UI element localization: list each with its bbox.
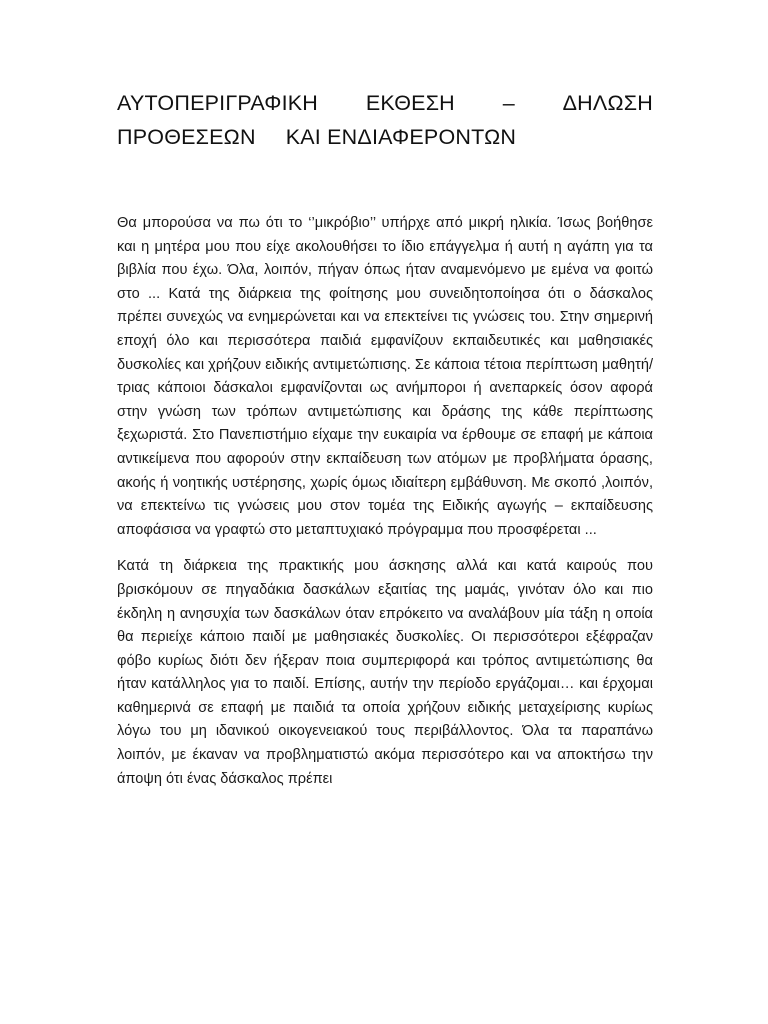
- title-dash: –: [502, 91, 515, 115]
- title-word: ΚΑΙ ΕΝΔΙΑΦΕΡΟΝΤΩΝ: [285, 125, 517, 149]
- title-word: ΑΥΤΟΠΕΡΙΓΡΑΦΙΚΗ: [117, 91, 319, 115]
- title-word: ΕΚΘΕΣΗ: [365, 91, 455, 115]
- title-line-2: [117, 120, 653, 154]
- paragraph-1: Θα μπορούσα να πω ότι το ‘’μικρόβιο’’ υπήρχε από μικρή ηλικία. Ίσως βοήθησε και η μητέρα μου που είχε ακολουθήσει το ίδιο επάγγελμα ή αυτή η αγάπη για τα βιβλία που έχω. Όλα, λοιπόν, πήγαν όπως ήταν αναμενόμενο με εμένα να φοιτώ στο ... Κατά της διάρκεια της φοίτησης μου συνειδητοποίησα ότι ο δάσκαλος πρέπει συνεχώς να ενημερώνεται και να επεκτείνει τις γνώσεις του. Στην σημερινή εποχή όλο και περισσότερα παιδιά εμφανίζουν εκπαιδευτικές και μαθησιακές δυσκολίες και χρήζουν ειδικής αντιμετώπισης. Σε κάποια τέτοια περίπτωση μαθητή/τριας κάποιοι δάσκαλοι εμφανίζονται ως ανήμποροι ή ανεπαρκείς όσον αφορά στην γνώση των τρόπων αντιμετώπισης και δράσης της κάθε περίπτωσης ξεχωριστά. Στο Πανεπιστήμιο είχαμε την ευκαιρία να έρθουμε σε επαφή με κάποια αντικείμενα που αφορούν στην εκπαίδευση των ατόμων με προβλήματα όρασης, ακοής ή νοητικής υστέρησης, χωρίς όμως ιδιαίτερη εμβάθυνση. Με σκοπό ,λοιπόν, να επεκτείνω τις γνώσεις μου στον τομέα της Ειδικής αγωγής – εκπαίδευσης αποφάσισα να γραφτώ στο μεταπτυχιακό πρόγραμμα που προσφέρεται ...: [117, 215, 653, 538]
- paragraph-2: Κατά τη διάρκεια της πρακτικής μου άσκησης αλλά και κατά καιρούς που βρισκόμουν σε πηγαδάκια δασκάλων εξαιτίας της μαμάς, γινόταν όλο και πιο έκδηλη η ανησυχία των δασκάλων όταν επρόκειτο να αναλάβουν μία τάξη η οποία θα περιείχε κάποιο παιδί με μαθησιακές δυσκολίες. Οι περισσότεροι εξέφραζαν φόβο κυρίως διότι δεν ήξεραν ποια συμπεριφορά και τρόπος αντιμετώπισης θα ήταν κατάλληλος για το παιδί. Επίσης, αυτήν την περίοδο εργάζομαι… και έρχομαι καθημερινά σε επαφή με παιδιά τα οποία χρήζουν ειδικής μεταχείρισης κυρίως λόγω του μη ιδανικού οικογενειακού τους περιβάλλοντος. Όλα τα παραπάνω λοιπόν, με έκαναν να προβληματιστώ ακόμα περισσότερο και να αποκτήσω την άποψη ότι ένας δάσκαλος πρέπει: [117, 558, 653, 787]
- title-line-1: [117, 86, 653, 120]
- document-title: [117, 86, 653, 154]
- title-word: ΠΡΟΘΕΣΕΩΝ: [117, 125, 256, 149]
- title-word: ΔΗΛΩΣΗ: [562, 91, 653, 115]
- document-body: [117, 212, 653, 791]
